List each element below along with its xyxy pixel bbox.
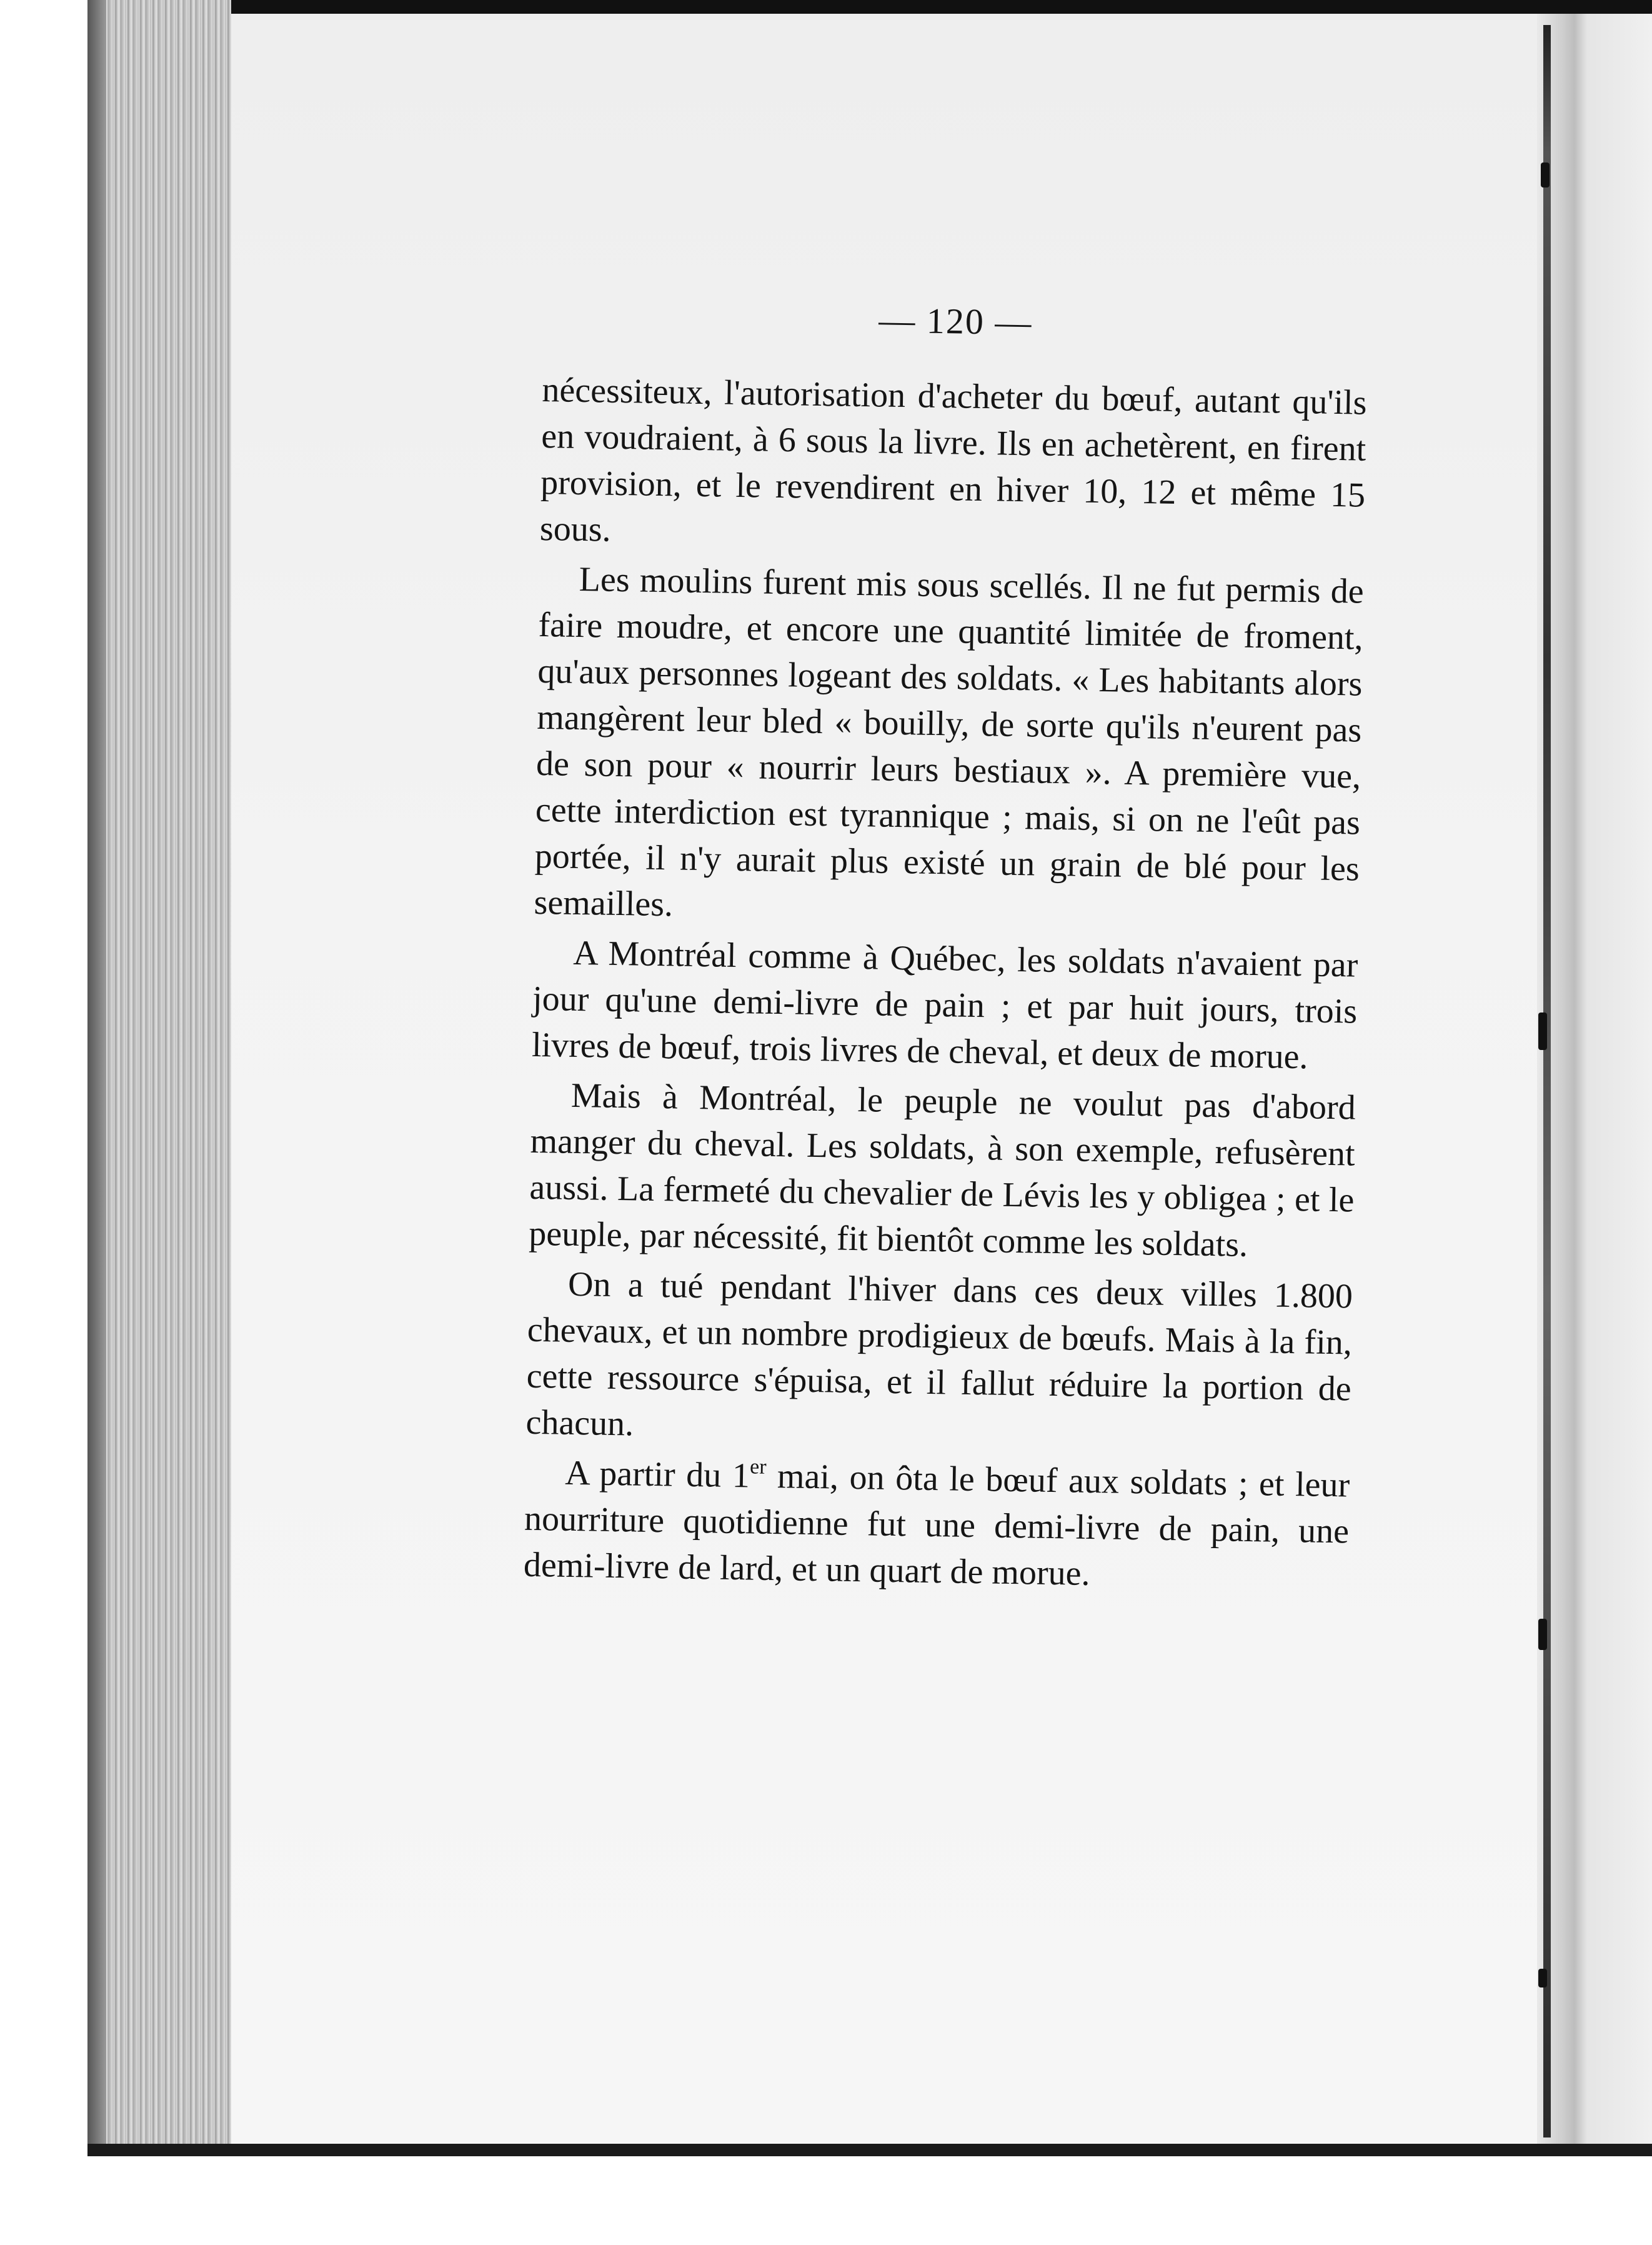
scan-top-border [100,0,1652,14]
page-number: — 120 — [878,299,1033,343]
binding-mark [1538,1012,1547,1050]
paragraph-text: Les moulins furent mis sous scellés. Il ne fut permis de faire moudre, et encore une quantité limitée de froment, qu'aux personnes logeant des soldats. « Les habitants alors mangèrent leur bled « bouilly, de sorte qu'ils n'eurent pas de son pour « nourrir leurs bestiaux ». A première vue, cette interdiction est tyrannique ; mais, si on ne l'eût pas portée, il n'y aurait plus existé un grain de blé pour les semailles. [534,559,1365,924]
paragraph-text-end: mai, on ôta le bœuf aux soldats ; et leur nourriture quotidienne fut une demi-livre de pain, une demi-livre de lard, et un quart de morue. [523,1456,1350,1593]
binding-mark [1541,162,1550,188]
paragraph-text: Mais à Montréal, le peuple ne voulut pas d'abord manger du cheval. Les soldats, à son exemple, refusèrent aussi. La fermeté du chevalier de Lévis les y obligea ; et le peuple, par nécessité, fit bientôt comme les soldats. [528,1076,1356,1264]
paragraph [540,367,1367,565]
paragraph-text-start: A partir du 1 [564,1453,750,1496]
paragraph-text: A Montréal comme à Québec, les soldats n'avaient par jour qu'une demi-livre de pain ; et par huit jours, trois livres de bœuf, trois livres de cheval, et deux de morue. [531,933,1358,1077]
paragraph [523,1449,1350,1601]
binding-mark [1538,1619,1547,1650]
binding-mark [1538,1969,1547,1988]
page-content [523,294,1368,1604]
paragraph [525,1261,1353,1459]
book-page-edges-shadow [87,0,106,2144]
right-binding [1537,14,1652,2144]
binding-line [1543,25,1551,2138]
paragraph-text: On a tué pendant l'hiver dans ces deux villes 1.800 chevaux, et un nombre prodigieux de bœufs. Mais à la fin, cette ressource s'épuisa, et il fallut réduire la portion de chacun. [525,1264,1353,1444]
paragraph [529,1072,1356,1270]
paragraph-text [524,1454,1350,1593]
ordinal-superscript: er [749,1455,767,1479]
book-page-edges [87,0,231,2144]
scan-bottom-border [87,2144,1652,2156]
paragraph-text: nécessiteux, l'autorisation d'acheter du bœuf, autant qu'ils en voudraient, à 6 sous la livre. Ils en achetèrent, en firent provision, et le revendirent en hiver 10, 12 et même 15 sous. [539,370,1367,549]
paragraph [534,556,1364,939]
paragraph [532,929,1358,1081]
scan-bottom-margin [0,2156,1652,2245]
